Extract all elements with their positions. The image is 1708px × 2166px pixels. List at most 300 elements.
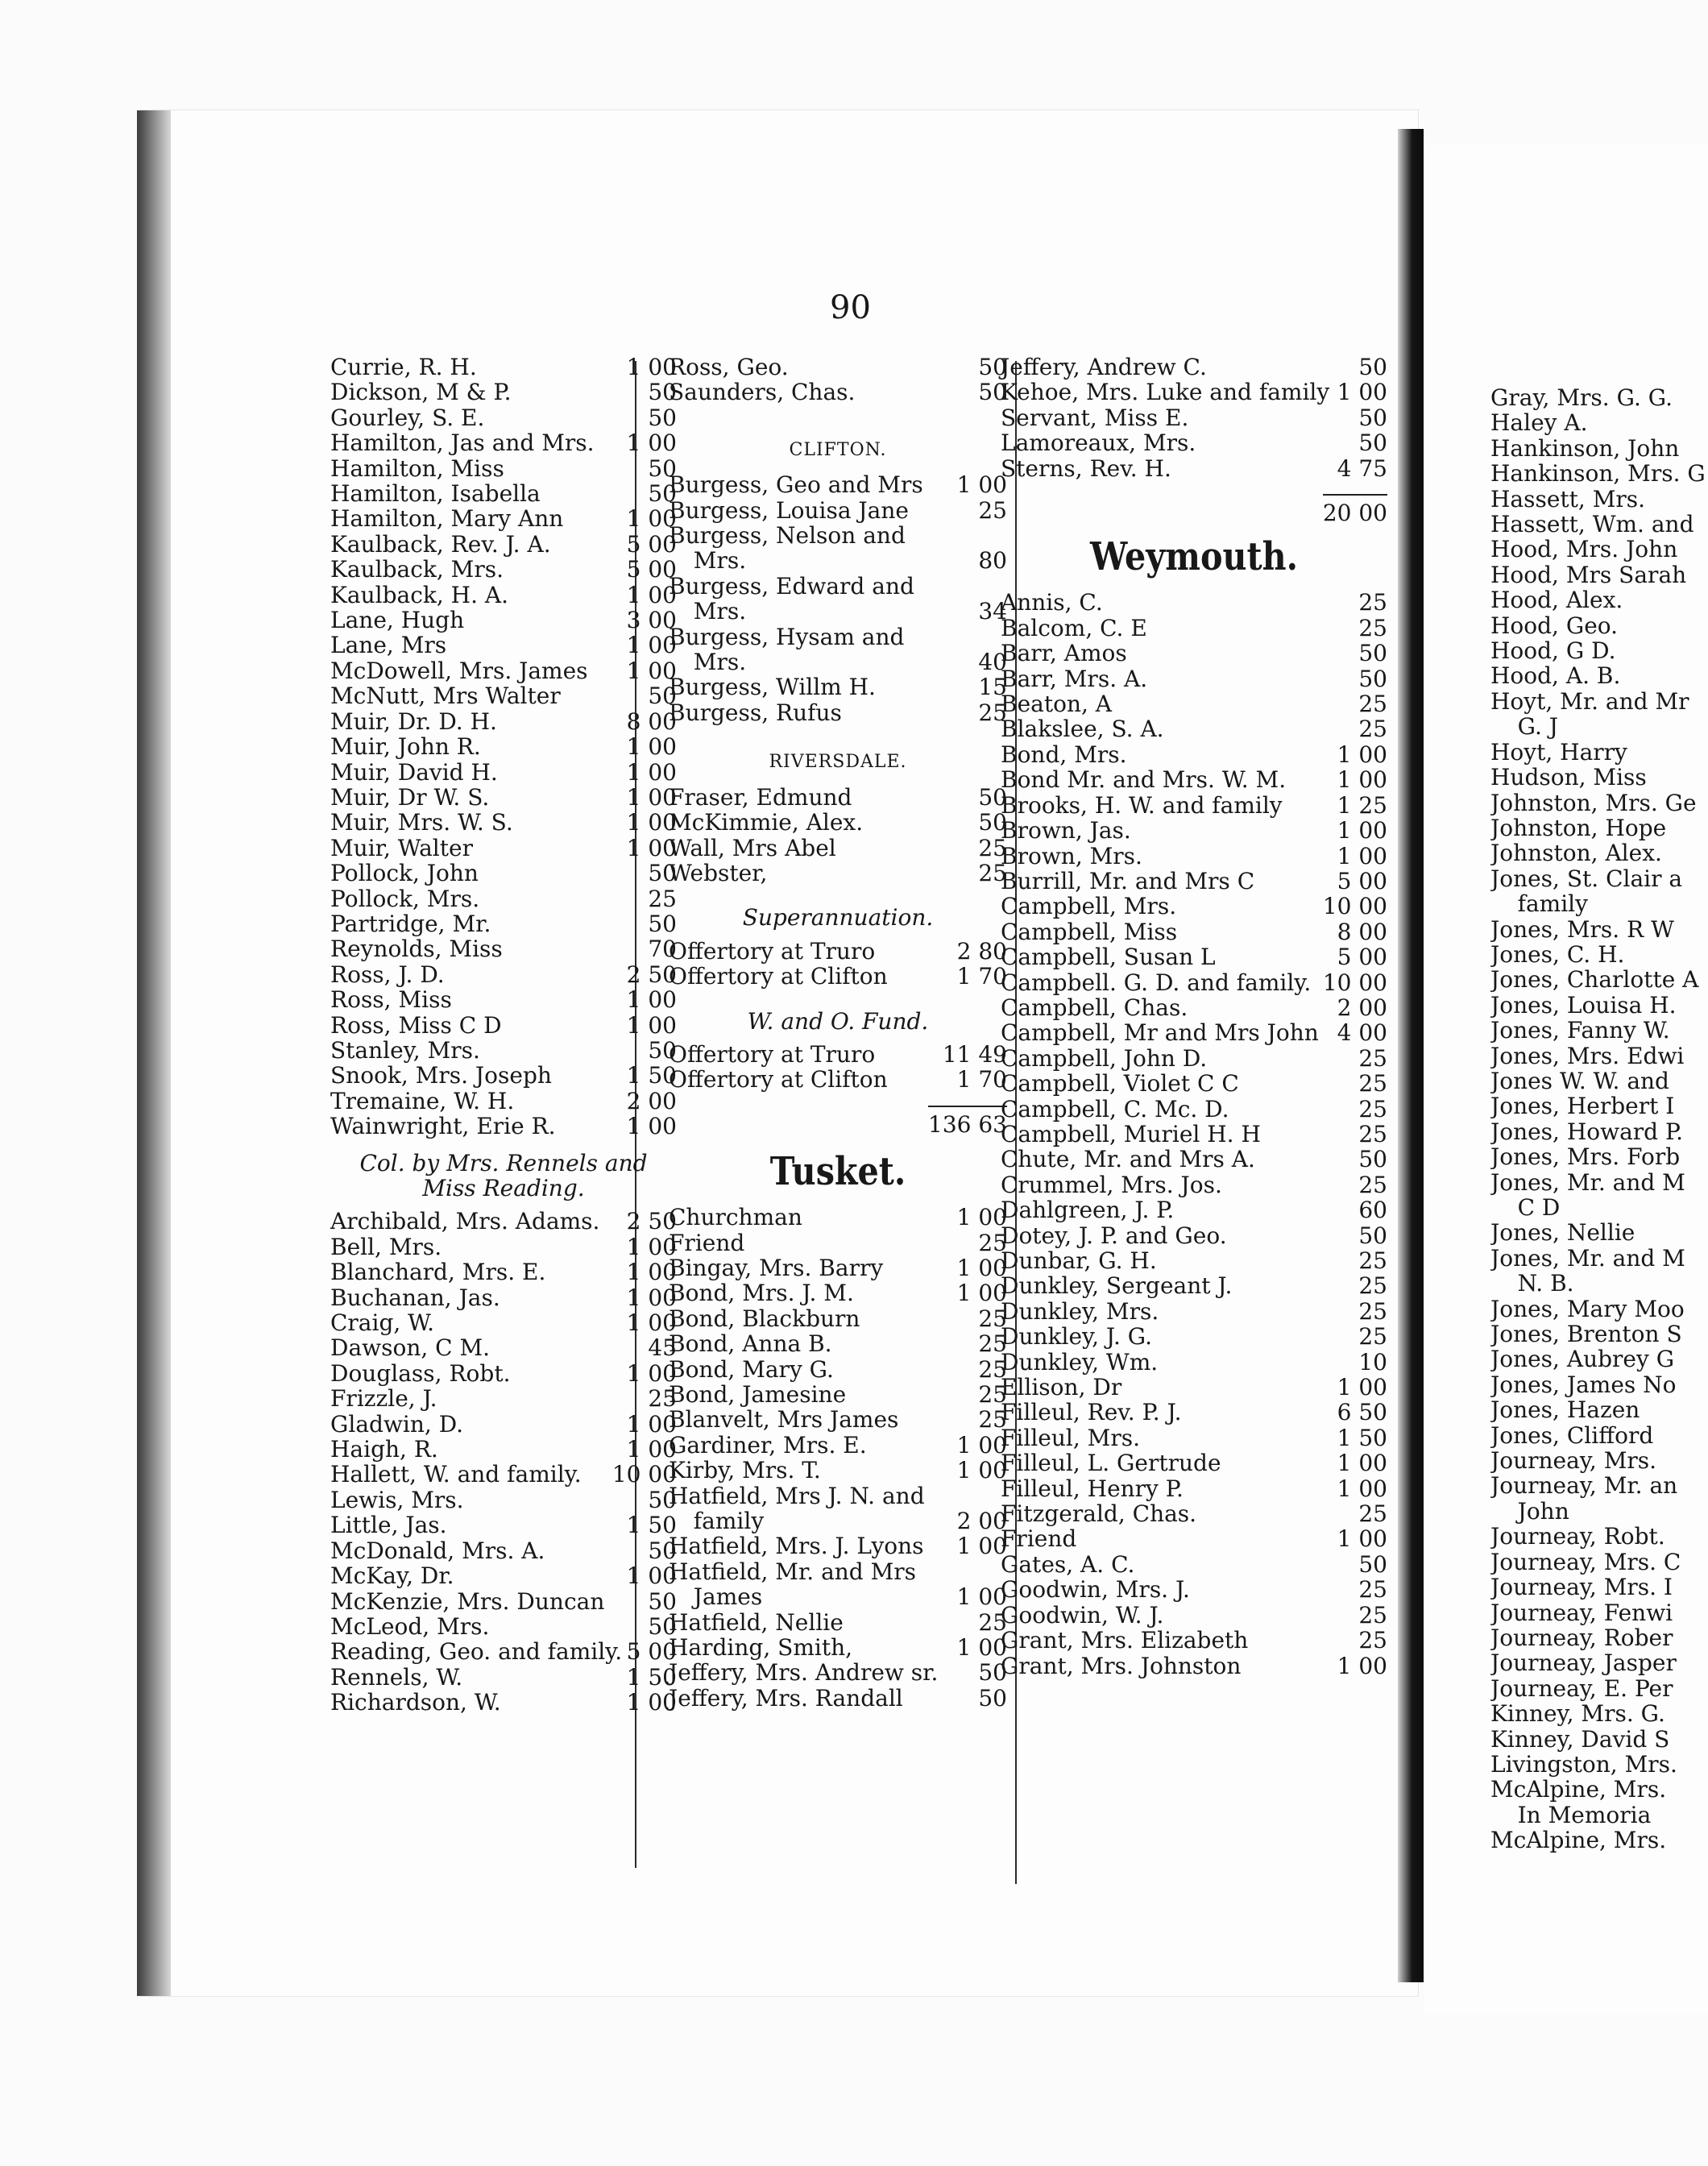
entry-amount: 50 <box>648 404 677 431</box>
entry-line: Journeay, Mrs. C <box>1490 1548 1681 1575</box>
entry-name: Sterns, Rev. H. <box>1001 454 1171 482</box>
entry-row <box>330 962 677 987</box>
entry-amount: 1 00 <box>956 471 1007 499</box>
entry-line: Journeay, Mrs. <box>1490 1447 1657 1475</box>
entry-line: Hood, G D. <box>1490 637 1616 665</box>
entry-row <box>1001 869 1387 894</box>
entry-line: Jones, Louisa H. <box>1490 991 1677 1019</box>
entry-amount: 50 <box>1358 429 1387 457</box>
entry-amount: 1 00 <box>956 1204 1007 1231</box>
entry-name: Campbell. G. D. and family. <box>1001 969 1312 996</box>
entry-amount: 1 25 <box>1337 791 1387 819</box>
entry-line: Jones, St. Clair a <box>1490 865 1683 892</box>
entry-amount: 1 50 <box>626 1663 677 1691</box>
entry-row <box>669 674 1007 699</box>
entry-name: Jeffery, Mrs. Randall <box>669 1684 903 1712</box>
entry-line: Hankinson, Mrs. G <box>1490 460 1706 488</box>
entry-amount: 50 <box>978 783 1007 811</box>
entry-name: Burgess, Louisa Jane <box>669 496 909 524</box>
entry-name: Campbell, Muriel H. H <box>1001 1120 1261 1147</box>
entry-name: McDonald, Mrs. A. <box>330 1537 545 1564</box>
entry-row <box>669 1042 1007 1067</box>
entry-name: Buchanan, Jas. <box>330 1284 500 1311</box>
entry-row <box>669 1610 1007 1635</box>
entry-line: Jones, Mrs. Edwi <box>1490 1042 1685 1069</box>
entry-amount: 1 00 <box>1337 1374 1387 1401</box>
entry-amount: 1 00 <box>956 1634 1007 1662</box>
page-number: 90 <box>830 289 871 326</box>
entry-row <box>1001 1248 1387 1273</box>
entry-line: Jones, Mr. and M <box>1490 1168 1685 1196</box>
superannuation-list <box>669 939 1007 990</box>
entry-line: McAlpine, Mrs. <box>1490 1776 1667 1803</box>
total-row <box>669 1098 1007 1137</box>
section-heading-clifton: CLIFTON. <box>789 439 887 460</box>
entry-name: Friend <box>669 1229 745 1256</box>
entry-amount: 50 <box>648 910 677 937</box>
entry-name: Muir, Dr W. S. <box>330 783 490 811</box>
entry-row <box>1001 1350 1387 1375</box>
entry-amount: 1 00 <box>626 1436 677 1463</box>
entry-row <box>330 1013 677 1038</box>
entry-line: John <box>1517 1497 1569 1525</box>
entry-amount: 1 70 <box>956 963 1007 990</box>
entry-row <box>1001 405 1387 430</box>
entry-name: Ellison, Dr <box>1001 1374 1122 1401</box>
entry-amount: 1 00 <box>1337 817 1387 844</box>
entry-row <box>330 1310 677 1335</box>
section-heading-wo-fund: W. and O. Fund. <box>747 1007 929 1035</box>
entry-amount: 25 <box>978 1608 1007 1636</box>
entry-amount: 25 <box>648 885 677 912</box>
entry-name: Goodwin, Mrs. J. <box>1001 1576 1190 1604</box>
entry-row <box>1001 380 1387 405</box>
entry-name: Muir, David H. <box>330 758 498 786</box>
entry-row <box>1001 1020 1387 1045</box>
entry-line: Hudson, Miss <box>1490 764 1647 791</box>
column-3 <box>1001 355 1387 1678</box>
entry-row <box>1001 1071 1387 1096</box>
entry-name: Brown, Mrs. <box>1001 842 1142 869</box>
entry-name: Blanvelt, Mrs James <box>669 1406 899 1434</box>
entry-row <box>330 709 677 734</box>
entry-row <box>330 1690 677 1715</box>
entry-row <box>330 785 677 810</box>
entry-row <box>330 810 677 835</box>
total-amount: 136 63 <box>928 1106 1007 1137</box>
entry-amount: 1 00 <box>626 1309 677 1337</box>
subscriber-list <box>1490 385 1708 1853</box>
entry-row <box>330 355 677 380</box>
entry-name: Pollock, Mrs. <box>330 885 480 912</box>
entry-amount: 25 <box>1358 1120 1387 1147</box>
entry-name: Lamoreaux, Mrs. <box>1001 429 1196 457</box>
entry-line: Jones, Aubrey G <box>1490 1346 1675 1373</box>
entry-row <box>330 987 677 1012</box>
entry-name: Brooks, H. W. and family <box>1001 791 1283 819</box>
entry-amount: 5 00 <box>626 556 677 583</box>
entry-amount: 1 00 <box>626 1259 677 1286</box>
entry-name: Burgess, Nelson and Mrs. <box>669 522 906 575</box>
entry-name: Partridge, Mr. <box>330 910 491 937</box>
entry-name: Reynolds, Miss <box>330 936 503 963</box>
entry-line: Gray, Mrs. G. G. <box>1490 385 1673 411</box>
entry-row <box>1001 1526 1387 1551</box>
entry-name: Bond, Mrs. J. M. <box>669 1280 854 1307</box>
entry-line: Johnston, Mrs. Ge <box>1490 789 1697 816</box>
entry-row <box>669 1331 1007 1356</box>
entry-line: C D <box>1517 1194 1561 1221</box>
entry-row <box>1001 1425 1387 1450</box>
entry-line: Jones, Howard P. <box>1490 1118 1684 1145</box>
entry-row <box>1001 1375 1387 1400</box>
entry-amount: 1 00 <box>626 581 677 608</box>
entry-amount: 50 <box>1358 665 1387 692</box>
entry-name: Hamilton, Mary Ann <box>330 505 564 533</box>
entry-amount: 1 00 <box>626 758 677 786</box>
entry-row <box>669 964 1007 989</box>
entry-amount: 11 49 <box>942 1040 1007 1068</box>
book-gutter <box>1398 129 1424 1982</box>
entry-amount: 2 80 <box>956 937 1007 965</box>
entry-row <box>330 1412 677 1437</box>
entry-name: Hallett, W. and family. <box>330 1461 582 1488</box>
entry-amount: 1 00 <box>956 1431 1007 1459</box>
entry-row <box>1001 430 1387 455</box>
entry-row <box>330 1285 677 1310</box>
entry-amount: 50 <box>978 354 1007 380</box>
entry-row <box>669 1433 1007 1458</box>
entry-row <box>1001 691 1387 716</box>
entry-line: N. B. <box>1517 1270 1574 1297</box>
entry-row <box>1001 1450 1387 1475</box>
entry-amount: 1 00 <box>1337 1450 1387 1477</box>
entry-name: Ross, Geo. <box>669 354 789 380</box>
entry-amount: 1 00 <box>626 834 677 861</box>
entry-row <box>330 557 677 582</box>
entry-name: Stanley, Mrs. <box>330 1036 480 1064</box>
entry-name: Kaulback, Mrs. <box>330 556 504 583</box>
subscriber-list <box>330 1209 677 1715</box>
entry-amount: 25 <box>1358 589 1387 616</box>
entry-line: Hood, Geo. <box>1490 612 1619 639</box>
entry-name: Blanchard, Mrs. E. <box>330 1259 546 1286</box>
entry-name: Fitzgerald, Chas. <box>1001 1500 1197 1528</box>
entry-line: Hassett, Wm. and <box>1490 511 1694 538</box>
entry-amount: 2 00 <box>956 1508 1007 1535</box>
entry-amount: 50 <box>648 683 677 710</box>
entry-row <box>669 785 1007 810</box>
entry-line: Hood, Mrs Sarah <box>1490 561 1687 588</box>
entry-amount: 50 <box>648 1612 677 1640</box>
entry-name: Campbell, C. Mc. D. <box>1001 1095 1229 1122</box>
entry-amount: 5 00 <box>1337 867 1387 894</box>
entry-name: Jeffery, Mrs. Andrew sr. <box>669 1659 939 1687</box>
entry-line: Hassett, Mrs. <box>1490 485 1646 512</box>
entry-name: Blakslee, S. A. <box>1001 716 1164 743</box>
entry-amount: 50 <box>648 480 677 508</box>
entry-row <box>330 633 677 658</box>
entry-row <box>1001 1501 1387 1526</box>
entry-name: Muir, John R. <box>330 733 481 761</box>
entry-row <box>330 1089 677 1114</box>
column-1 <box>330 355 677 1716</box>
entry-name: Goodwin, W. J. <box>1001 1601 1164 1629</box>
entry-line: Jones, Hazen <box>1490 1396 1640 1424</box>
entry-row <box>1001 1147 1387 1172</box>
entry-row <box>1001 1273 1387 1298</box>
entry-line: Hoyt, Mr. and Mr <box>1490 687 1689 715</box>
entry-name: Burgess, Edward and Mrs. <box>669 572 914 625</box>
subtotal-amount: 20 00 <box>1323 494 1387 525</box>
entry-name: Filleul, Rev. P. J. <box>1001 1399 1182 1426</box>
entry-name: Campbell, Violet C C <box>1001 1070 1239 1098</box>
entry-row <box>669 1533 1007 1558</box>
entry-name: Gates, A. C. <box>1001 1550 1135 1578</box>
entry-name: Dawson, C M. <box>330 1334 491 1362</box>
entry-line: Hood, Alex. <box>1490 587 1623 614</box>
entry-amount: 10 00 <box>611 1461 677 1488</box>
entry-amount: 50 <box>978 1684 1007 1712</box>
entry-amount: 1 00 <box>626 1689 677 1716</box>
entry-row <box>330 1361 677 1386</box>
entry-amount: 25 <box>978 1229 1007 1256</box>
entry-amount: 60 <box>1358 1197 1387 1224</box>
entry-name: Hamilton, Isabella <box>330 480 541 508</box>
section-heading-riversdale: RIVERSDALE. <box>769 752 907 773</box>
entry-name: Pollock, John <box>330 860 479 887</box>
entry-name: Lane, Mrs <box>330 632 447 659</box>
entry-amount: 1 00 <box>956 1533 1007 1560</box>
entry-row <box>1001 767 1387 792</box>
entry-row <box>669 1660 1007 1685</box>
entry-name: Dunkley, Mrs. <box>1001 1297 1159 1325</box>
entry-name: Bond, Anna B. <box>669 1330 832 1358</box>
entry-name: Dahlgreen, J. P. <box>1001 1197 1175 1224</box>
entry-line: Jones, Herbert I <box>1490 1093 1675 1120</box>
entry-amount: 2 50 <box>626 961 677 988</box>
entry-name: Hatfield, Mrs. J. Lyons <box>669 1533 924 1560</box>
entry-line: Jones, Mrs. R W <box>1490 915 1674 943</box>
entry-amount: 1 50 <box>626 1062 677 1089</box>
entry-name: Harding, Smith, <box>669 1634 853 1662</box>
entry-row <box>330 1538 677 1563</box>
entry-name: Annis, C. <box>1001 589 1103 616</box>
entry-row <box>669 1306 1007 1331</box>
entry-amount: 50 <box>1358 404 1387 431</box>
entry-row <box>669 624 1007 675</box>
entry-amount: 25 <box>1358 1323 1387 1351</box>
entry-amount: 50 <box>648 1537 677 1564</box>
entry-row <box>669 472 1007 497</box>
entry-line: Hood, A. B. <box>1490 662 1621 690</box>
subscriber-list <box>1001 355 1387 481</box>
entry-row <box>1001 1197 1387 1222</box>
entry-row <box>330 456 677 481</box>
entry-amount: 25 <box>648 1385 677 1413</box>
entry-name: Dotey, J. P. and Geo. <box>1001 1222 1227 1249</box>
entry-name: Burgess, Hysam and Mrs. <box>669 623 905 676</box>
entry-row <box>1001 742 1387 767</box>
entry-line: Jones, Charlotte A <box>1490 966 1699 994</box>
entry-row <box>669 1635 1007 1660</box>
entry-amount: 50 <box>648 860 677 887</box>
entry-amount: 1 50 <box>626 1512 677 1539</box>
entry-line: Jones, Fanny W. <box>1490 1017 1670 1044</box>
entry-amount: 50 <box>1358 640 1387 667</box>
entry-row <box>669 810 1007 835</box>
entry-amount: 25 <box>1358 1070 1387 1098</box>
entry-amount: 1 00 <box>626 1562 677 1590</box>
entry-line: Journeay, Robt. <box>1490 1523 1665 1550</box>
entry-row <box>1001 1122 1387 1147</box>
entry-name: McDowell, Mrs. James <box>330 657 588 684</box>
entry-name: Dunkley, Wm. <box>1001 1348 1159 1376</box>
entry-row <box>330 1234 677 1259</box>
entry-name: Offertory at Truro <box>669 937 876 965</box>
entry-amount: 50 <box>978 1659 1007 1687</box>
entry-amount: 1 00 <box>626 505 677 533</box>
entry-name: Dunkley, Sergeant J. <box>1001 1272 1233 1300</box>
entry-name: Chute, Mr. and Mrs A. <box>1001 1146 1255 1173</box>
entry-amount: 1 00 <box>626 1359 677 1387</box>
entry-name: Filleul, L. Gertrude <box>1001 1450 1221 1477</box>
entry-name: Brown, Jas. <box>1001 817 1131 844</box>
entry-row <box>330 532 677 557</box>
entry-amount: 1 00 <box>626 733 677 761</box>
entry-row <box>330 836 677 861</box>
entry-name: Bond Mr. and Mrs. W. M. <box>1001 766 1287 794</box>
entry-line: Journeay, Mr. an <box>1490 1472 1678 1500</box>
entry-row <box>330 861 677 886</box>
entry-amount: 8 00 <box>626 707 677 735</box>
entry-amount: 5 00 <box>626 1638 677 1666</box>
entry-amount: 25 <box>978 496 1007 524</box>
entry-amount: 50 <box>978 379 1007 406</box>
entry-row <box>330 430 677 455</box>
entry-row <box>1001 1654 1387 1678</box>
entry-name: Ross, J. D. <box>330 961 445 988</box>
entry-line: Journeay, Jasper <box>1490 1649 1677 1677</box>
entry-row <box>669 574 1007 624</box>
entry-amount: 3 00 <box>626 607 677 634</box>
entry-row <box>330 734 677 759</box>
entry-row <box>330 1665 677 1690</box>
entry-row <box>330 1437 677 1462</box>
entry-amount: 40 <box>978 649 1007 676</box>
entry-row <box>669 1686 1007 1711</box>
entry-name: Servant, Miss E. <box>1001 404 1189 431</box>
entry-amount: 1 00 <box>626 1233 677 1260</box>
entry-name: Offertory at Truro <box>669 1040 876 1068</box>
entry-row <box>1001 1046 1387 1071</box>
entry-amount: 25 <box>1358 1576 1387 1604</box>
entry-name: Burgess, Rufus <box>669 699 842 726</box>
entry-line: Hoyt, Harry <box>1490 738 1627 766</box>
entry-row <box>669 1357 1007 1382</box>
page-edge <box>137 110 171 1996</box>
entry-amount: 10 <box>1358 1348 1387 1376</box>
entry-amount: 8 00 <box>1337 918 1387 945</box>
entry-name: Bell, Mrs. <box>330 1233 442 1260</box>
entry-line: Jones W. W. and <box>1490 1067 1669 1094</box>
entry-name: McKenzie, Mrs. Duncan <box>330 1587 605 1615</box>
entry-row <box>1001 616 1387 641</box>
entry-line: Johnston, Alex. <box>1490 840 1662 867</box>
entry-amount: 25 <box>1358 716 1387 743</box>
entry-amount: 1 50 <box>1337 1424 1387 1451</box>
entry-name: Jeffery, Andrew C. <box>1001 354 1207 380</box>
entry-amount: 1 00 <box>626 632 677 659</box>
entry-amount: 45 <box>648 1334 677 1362</box>
entry-amount: 1 00 <box>1337 1475 1387 1502</box>
entry-line: Jones, Mr. and M <box>1490 1244 1685 1272</box>
entry-row <box>1001 1097 1387 1122</box>
entry-name: McKay, Dr. <box>330 1562 454 1590</box>
entry-row <box>1001 1400 1387 1425</box>
tusket-list <box>669 1205 1007 1711</box>
entry-row <box>669 1230 1007 1255</box>
entry-row <box>1001 590 1387 615</box>
entry-name: Filleul, Mrs. <box>1001 1424 1140 1451</box>
entry-name: Kirby, Mrs. T. <box>669 1457 821 1484</box>
entry-amount: 80 <box>978 547 1007 575</box>
entry-name: Muir, Walter <box>330 834 473 861</box>
entry-line: McAlpine, Mrs. <box>1490 1827 1667 1853</box>
entry-line: Jones, James No <box>1490 1371 1677 1398</box>
entry-amount: 50 <box>648 1587 677 1615</box>
entry-amount: 1 00 <box>956 1457 1007 1484</box>
entry-row <box>669 1205 1007 1230</box>
entry-name: Offertory at Clifton <box>669 1066 888 1093</box>
entry-amount: 1 00 <box>1337 1652 1387 1679</box>
entry-amount: 25 <box>1358 1095 1387 1122</box>
entry-name: Gladwin, D. <box>330 1410 464 1438</box>
entry-row <box>1001 355 1387 380</box>
entry-line: Johnston, Hope <box>1490 814 1667 841</box>
entry-row <box>1001 1324 1387 1349</box>
entry-row <box>330 936 677 961</box>
column-4-right-page <box>1490 385 1708 1853</box>
subscriber-list <box>330 355 677 1139</box>
entry-row <box>330 506 677 531</box>
entry-row <box>1001 793 1387 818</box>
entry-amount: 1 00 <box>626 1011 677 1039</box>
entry-row <box>669 1067 1007 1092</box>
entry-amount: 1 00 <box>626 1410 677 1438</box>
entry-row <box>330 1639 677 1664</box>
entry-amount: 4 75 <box>1337 454 1387 482</box>
entry-row <box>1001 1552 1387 1577</box>
entry-amount: 25 <box>1358 1297 1387 1325</box>
entry-line: Jones, Brenton S <box>1490 1321 1682 1348</box>
entry-amount: 5 00 <box>1337 944 1387 971</box>
entry-amount: 50 <box>648 379 677 406</box>
entry-line: G. J <box>1517 713 1558 741</box>
entry-name: Richardson, W. <box>330 1689 501 1716</box>
entry-name: Frizzle, J. <box>330 1385 437 1413</box>
entry-row <box>1001 1223 1387 1248</box>
entry-name: Balcom, C. E <box>1001 614 1147 641</box>
entry-name: Campbell, John D. <box>1001 1044 1208 1072</box>
entry-name: Dunbar, G. H. <box>1001 1247 1157 1274</box>
entry-amount: 1 00 <box>626 354 677 380</box>
entry-amount: 50 <box>1358 1222 1387 1249</box>
entry-name: Dunkley, J. G. <box>1001 1323 1153 1351</box>
entry-name: Dickson, M & P. <box>330 379 512 406</box>
entry-amount: 25 <box>978 1305 1007 1332</box>
entry-name: Wainwright, Erie R. <box>330 1113 556 1140</box>
